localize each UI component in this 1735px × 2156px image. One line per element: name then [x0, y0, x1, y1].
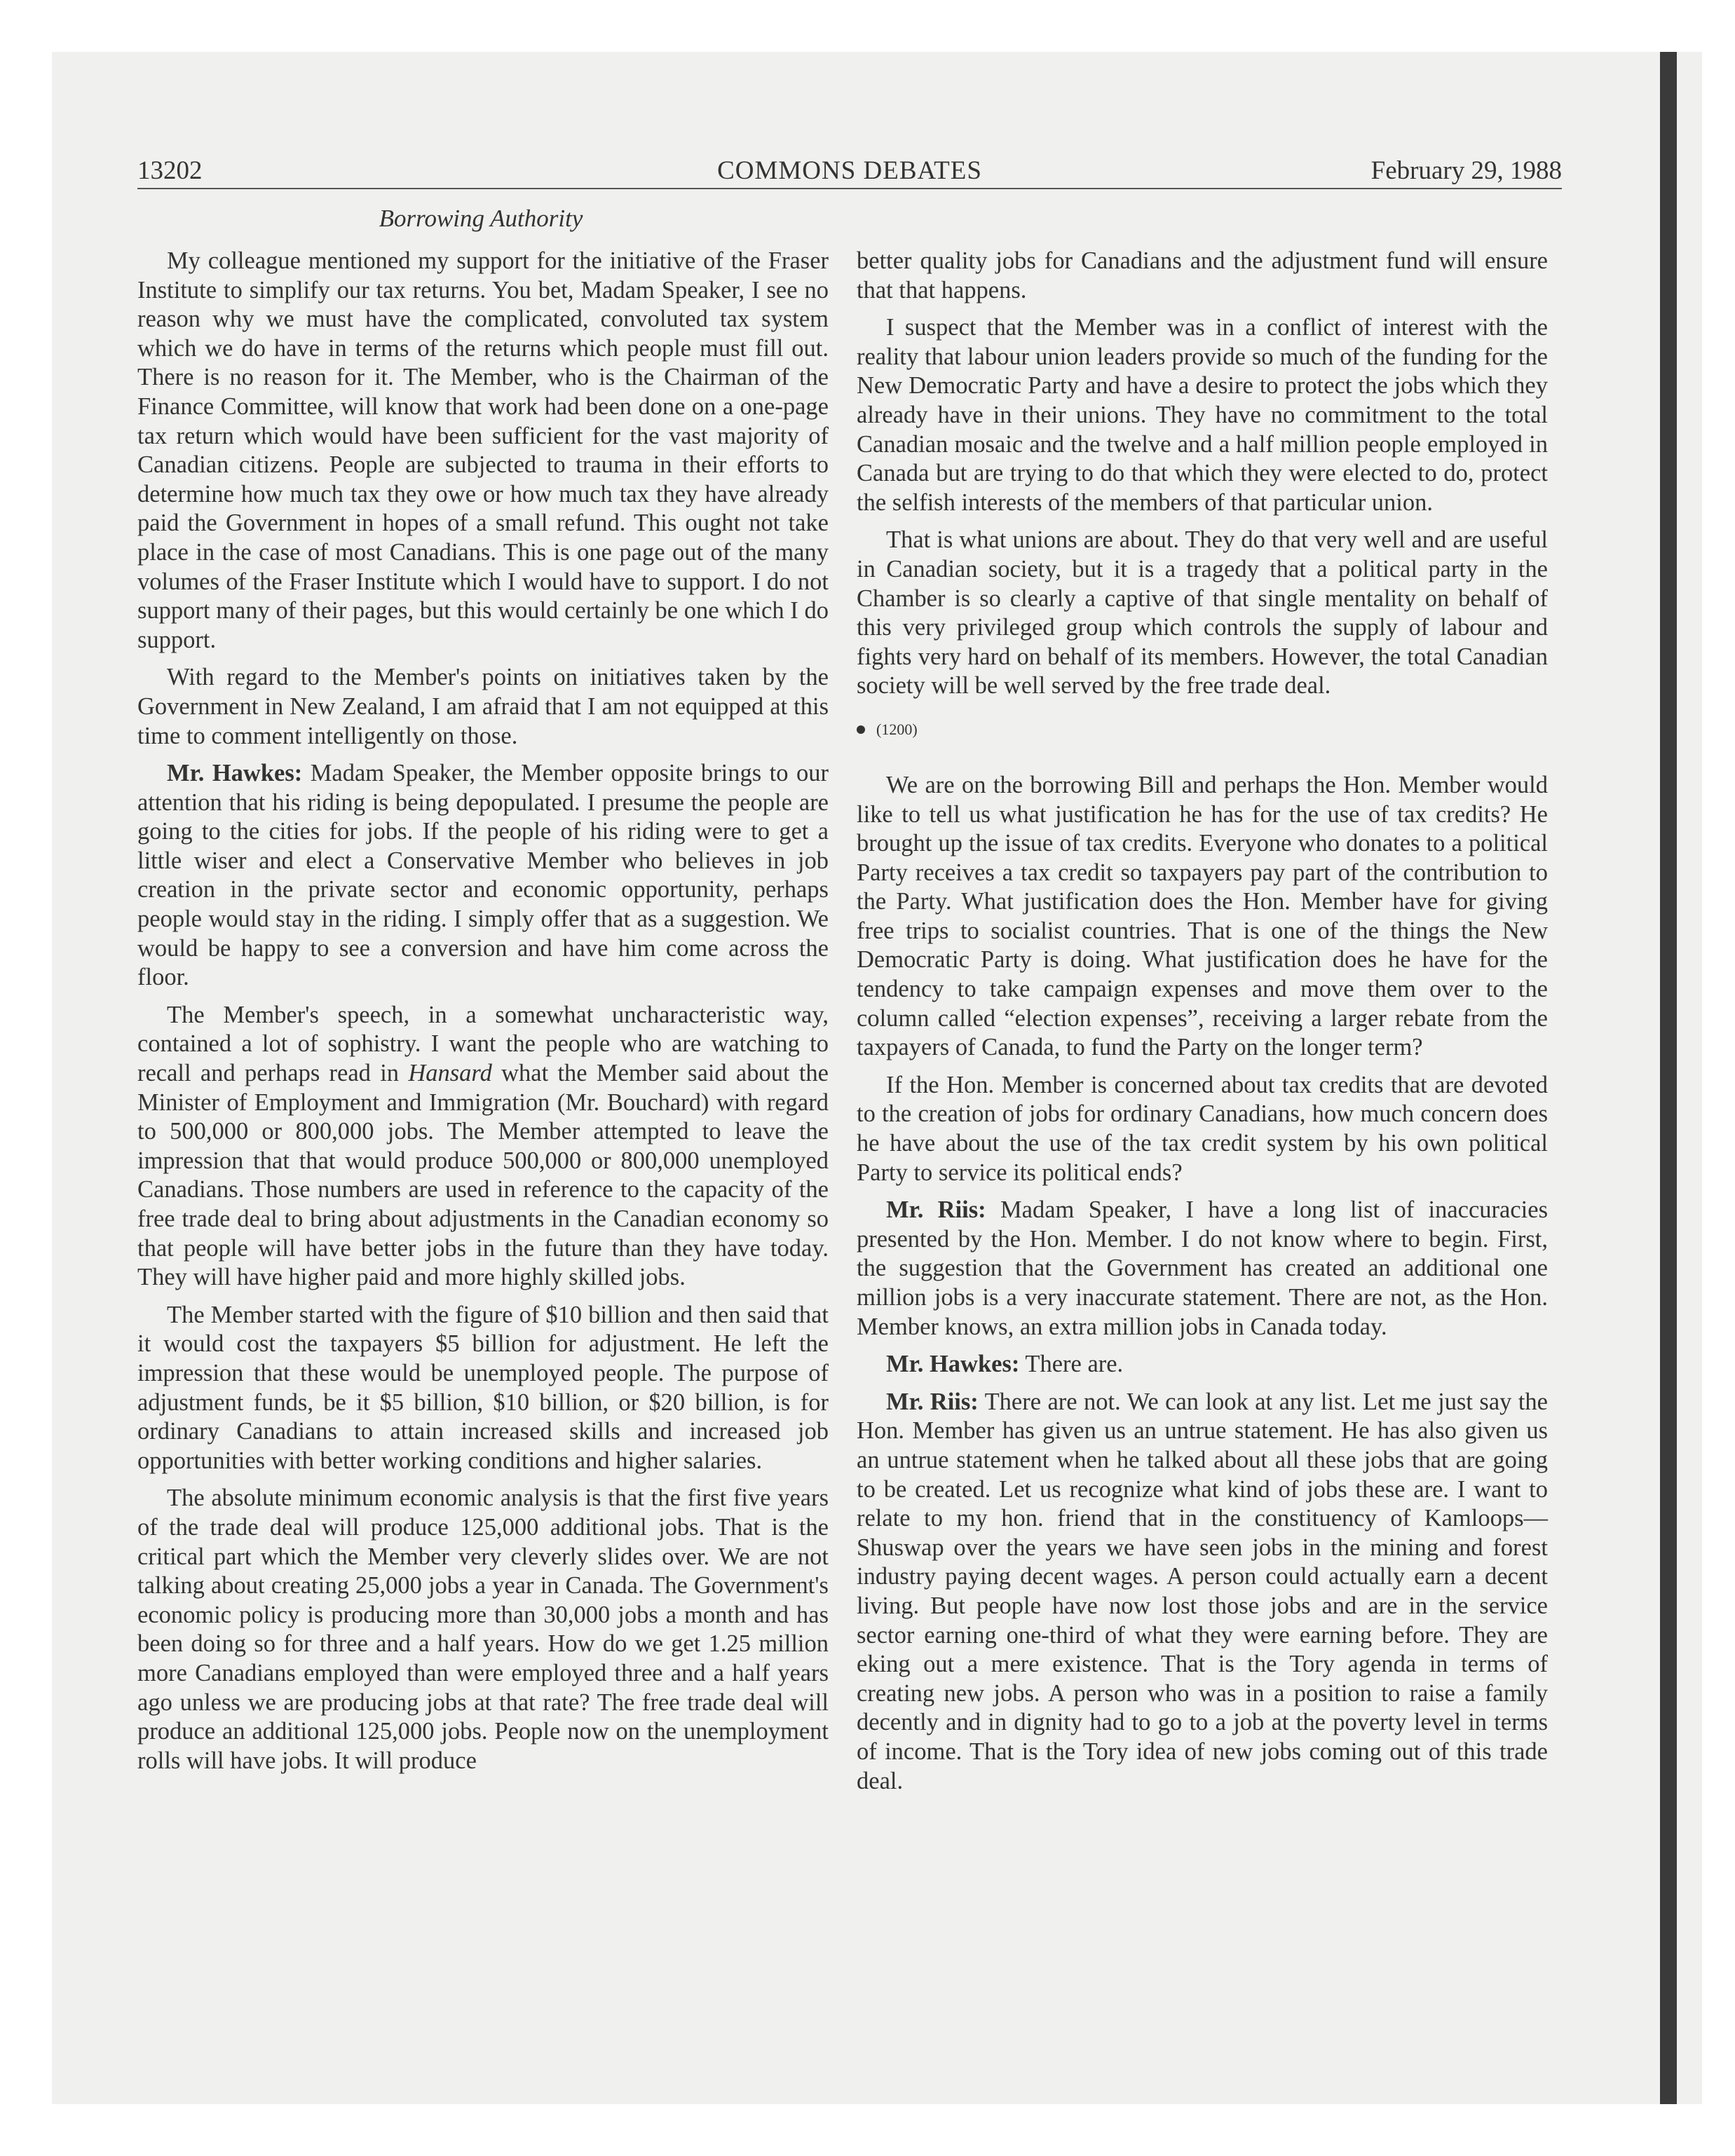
- time-marker-label: (1200): [876, 720, 918, 738]
- speech-text: There are.: [1019, 1351, 1124, 1378]
- section-title: Borrowing Authority: [379, 205, 583, 232]
- paragraph: If the Hon. Member is concerned about tax credits that are devoted to the creation of jobs for ordinary Canadians, how much concern does he have about the use of the tax credit system by his own political Party to service its political ends?: [857, 1071, 1548, 1186]
- debate-date: February 29, 1988: [1370, 156, 1562, 185]
- speech-text: Madam Speaker, the Member opposite brings to our attention that his riding is being depopulated. I presume the people are going to the cities for jobs. If the people of his riding were to get a little wiser and elect a Conservative Member who believes in job creation in the private sector and economic opportunity, perhaps people would stay in the riding. I simply offer that as a suggestion. We would be happy to see a conversion and have him come across the floor.: [137, 760, 829, 991]
- page-number: 13202: [137, 156, 203, 185]
- time-marker: [857, 709, 1548, 750]
- page-header: [137, 156, 1562, 192]
- header-rule: [137, 188, 1562, 189]
- page-edge-shadow: [1660, 52, 1677, 2104]
- right-column: [857, 247, 1548, 1804]
- paragraph: [137, 759, 829, 992]
- speech-text: Madam Speaker, I have a long list of inaccuracies presented by the Hon. Member. I do not know where to begin. First, the suggestion that the Government has created an additional one million jobs is a very inaccurate statement. There are not, as the Hon. Member knows, an extra million jobs in Canada today.: [857, 1196, 1548, 1340]
- speaker-name: Mr. Hawkes:: [167, 760, 303, 787]
- paragraph: The absolute minimum economic analysis is that the first five years of the trade deal will produce 125,000 additional jobs. That is the critical part which the Member very cleverly slides over. We are not talking about creating 25,000 jobs a year in Canada. The Government's economic policy is producing more than 30,000 jobs a month and has been doing so for three and a half years. How do we get 1.25 million more Canadians employed than were employed three and a half years ago unless we are producing jobs at that rate? The free trade deal will produce an additional 125,000 jobs. People now on the unemployment rolls will have jobs. It will produce: [137, 1485, 829, 1774]
- paragraph: better quality jobs for Canadians and the adjustment fund will ensure that that happens.: [857, 247, 1548, 303]
- bullet-dot-icon: [857, 725, 865, 734]
- paragraph: My colleague mentioned my support for the initiative of the Fraser Institute to simplify our tax returns. You bet, Madam Speaker, I see no reason why we must have the complicated, convoluted tax system which we do have in terms of the returns which people must fill out. There is no reason for it. The Member, who is the Chairman of the Finance Committee, will know that work had been done on a one-page tax return which would have been sufficient for the vast majority of Canadian citizens. People are subjected to trauma in their efforts to determine how much tax they owe or how much tax they have already paid the Government in hopes of a small refund. This ought not take place in the case of most Canadians. This is one page out of the many volumes of the Fraser Institute which I would have to support. I do not support many of their pages, but this would certainly be one which I do support.: [137, 247, 829, 653]
- paragraph: We are on the borrowing Bill and perhaps the Hon. Member would like to tell us what justification he has for the use of tax credits? He brought up the issue of tax credits. Everyone who donates to a political Party receives a tax credit so taxpayers pay part of the contribution to the Party. What justification does the Hon. Member have for giving free trips to socialist countries. That is one of the things the New Democratic Party is doing. What justification does he have for the tendency to take campaign expenses and move them over to the column called “election expenses”, receiving a larger rebate from the taxpayers of Canada, to fund the Party on the longer term?: [857, 771, 1548, 1061]
- paragraph: [857, 1196, 1548, 1342]
- speech-text: The Member's speech, in a somewhat uncharacteristic way, contained a lot of sophistry. I want the people who are watching to recall and perhaps read in: [137, 1001, 829, 1087]
- speaker-name: Mr. Riis:: [886, 1196, 986, 1224]
- paragraph: With regard to the Member's points on initiatives taken by the Government in New Zealand, I am afraid that I am not equipped at this time to comment intelligently on those.: [137, 664, 829, 749]
- paragraph: I suspect that the Member was in a conflict of interest with the reality that labour union leaders provide so much of the funding for the New Democratic Party and have a desire to protect the jobs which they already have in their unions. They have no commitment to the total Canadian mosaic and the twelve and a half million people employed in Canada but are trying to do that which they were elected to do, protect the selfish interests of the members of that particular union.: [857, 314, 1548, 516]
- left-column: [137, 247, 829, 1784]
- paragraph: The Member started with the figure of $10 billion and then said that it would cost the taxpayers $5 billion for adjustment. He left the impression that these would be unemployed people. The purpose of adjustment funds, be it $5 billion, $10 billion, or $20 billion, is for ordinary Canadians to attain increased skills and increased job opportunities with better working conditions and higher salaries.: [137, 1301, 829, 1474]
- paragraph: [857, 1350, 1548, 1379]
- speaker-name: Mr. Hawkes:: [886, 1351, 1020, 1378]
- paragraph: [857, 1388, 1548, 1796]
- journal-title: COMMONS DEBATES: [717, 156, 982, 185]
- paragraph: [137, 1001, 829, 1292]
- speaker-name: Mr. Riis:: [886, 1388, 979, 1415]
- speech-text: what the Member said about the Minister of Employment and Immigration (Mr. Bouchard) with regard to 500,000 or 800,000 jobs. The Member attempted to leave the impression that that would produce 500,000 or 800,000 unemployed Canadians. Those numbers are used in reference to the capacity of the free trade deal to bring about adjustments in the Canadian economy so that people will have better jobs in the future than they have today. They will have higher paid and more highly skilled jobs.: [137, 1060, 829, 1291]
- hansard-reference: Hansard: [408, 1060, 492, 1087]
- speech-text: There are not. We can look at any list. Let me just say the Hon. Member has given us an untrue statement. He has also given us an untrue statement when he talked about all these jobs that are going to be created. Let us recognize what kind of jobs these are. I want to relate to my hon. friend that in the constituency of Kamloops—Shuswap over the years we have seen jobs in the mining and forest industry paying decent wages. A person could actually earn a decent living. But people have now lost those jobs and are in the service sector earning one-third of what they were earning before. They are eking out a mere existence. That is the Tory agenda in terms of creating new jobs. A person who was in a position to raise a family decently and in dignity had to go to a job at the poverty level in terms of income. That is the Tory idea of new jobs coming out of this trade deal.: [857, 1388, 1548, 1794]
- paragraph: That is what unions are about. They do that very well and are useful in Canadian society, but it is a tragedy that a political party in the Chamber is so clearly a captive of that single mentality on behalf of this very privileged group which controls the supply of labour and fights very hard on behalf of its members. However, the total Canadian society will be well served by the free trade deal.: [857, 526, 1548, 700]
